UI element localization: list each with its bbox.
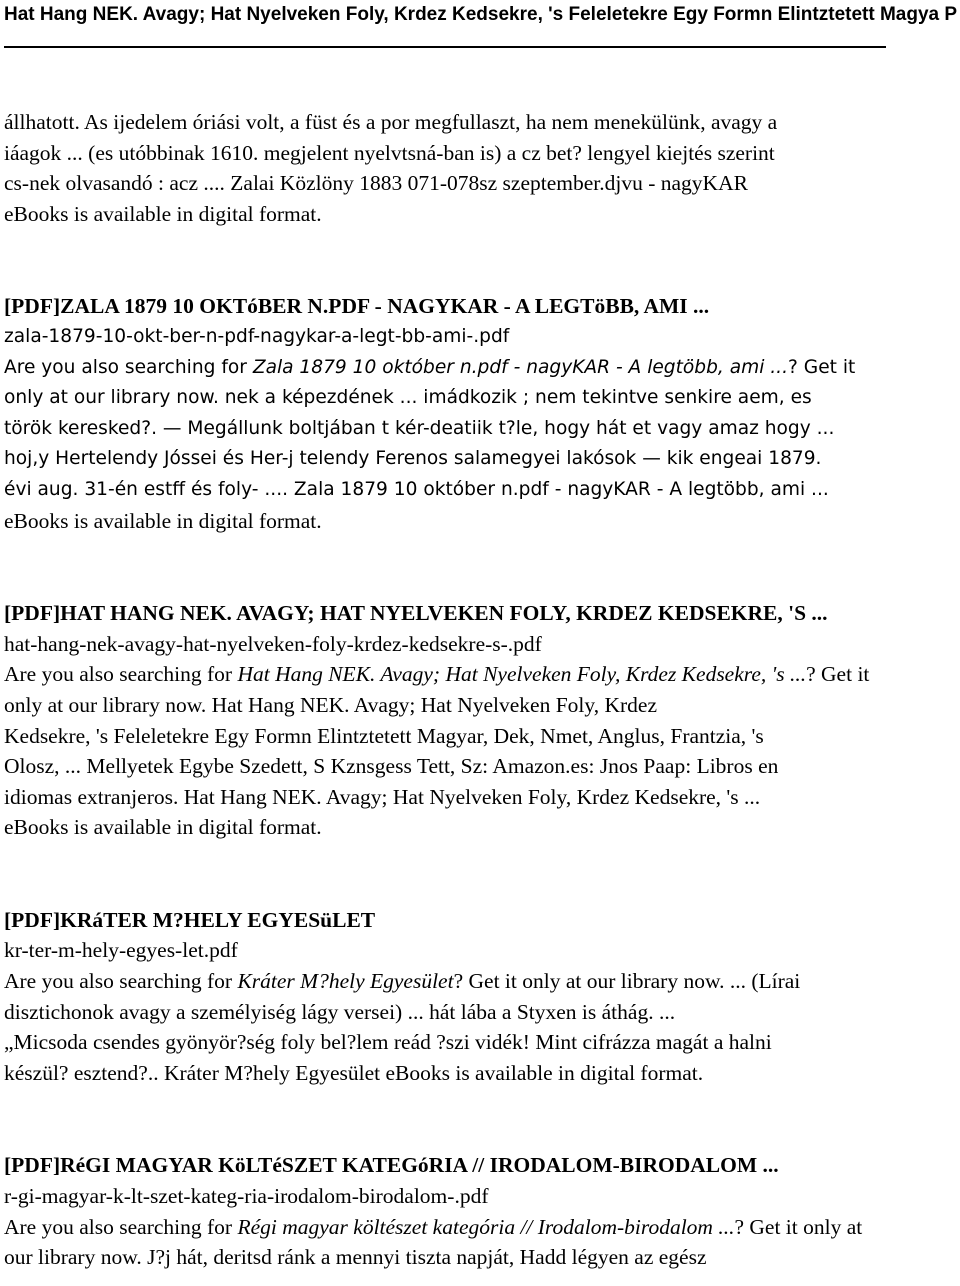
intro-line: iáagok ... (es utóbbinak 1610. megjelent nyelvtsná-ban is) a cz bet? lengyel kiejtés szerint bbox=[4, 140, 775, 165]
entry-search-line bbox=[4, 1212, 894, 1273]
entry-body-line: ? Get it only at our library now. J?j hát, deritsd ránk a mennyi tiszta napját, Hadd légyen az egész bbox=[4, 1214, 863, 1270]
entry-slug: kr-ter-m-hely-egyes-let.pdf bbox=[4, 938, 238, 963]
entry-title-link[interactable]: [PDF]ZALA 1879 10 OKTóBER N.PDF - NAGYKAR - A LEGTöBB, AMI ... bbox=[4, 294, 710, 319]
header-divider bbox=[4, 46, 886, 48]
entry-body-line: évi aug. 31-én estff és foly- .... Zala 1879 10 október n.pdf - nagyKAR - A legtöbb, ami ... bbox=[4, 478, 829, 500]
search-term: Hat Hang NEK. Avagy; Hat Nyelveken Foly, Krdez Kedsekre, 's ... bbox=[237, 662, 807, 687]
entry-body-line: „Micsoda csendes gyönyör?ség foly bel?lem reád ?szi vidék! Mint cifrázza magát a halni bbox=[4, 1030, 772, 1055]
result-entry bbox=[4, 598, 894, 843]
search-term: Régi magyar költészet kategória // Irodalom-birodalom ... bbox=[237, 1214, 735, 1239]
intro-line: cs-nek olvasandó : acz .... Zalai Közlöny 1883 071-078sz szeptember.djvu - nagyKAR bbox=[4, 171, 748, 196]
entry-body-line: készül? esztend?.. Kráter M?hely Egyesület eBooks is available in digital format. bbox=[4, 1060, 704, 1085]
search-prefix: Are you also searching for bbox=[4, 356, 253, 378]
search-prefix: Are you also searching for bbox=[4, 662, 238, 687]
document-content bbox=[4, 107, 894, 1273]
entry-body-line: hoj,y Hertelendy Jóssei és Her-j telendy Ferenos salamegyei lakósok — kik engeai 1879. bbox=[4, 448, 822, 470]
search-prefix: Are you also searching for bbox=[4, 969, 238, 994]
entry-search-line bbox=[4, 659, 894, 720]
result-entry bbox=[4, 291, 894, 536]
search-term: Zala 1879 10 október n.pdf - nagyKAR - A legtöbb, ami ... bbox=[252, 356, 789, 378]
result-entry bbox=[4, 1150, 894, 1272]
result-entry bbox=[4, 905, 894, 1089]
entry-search-line bbox=[4, 966, 894, 1027]
intro-line: állhatott. As ijedelem óriási volt, a füst és a por megfullaszt, ha nem menekülünk, avagy a bbox=[4, 110, 778, 134]
search-prefix: Are you also searching for bbox=[4, 1214, 238, 1239]
intro-footer: eBooks is available in digital format. bbox=[4, 201, 322, 226]
entry-body-line: Olosz, ... Mellyetek Egybe Szedett, S Kznsgess Tett, Sz: Amazon.es: Jnos Paap: Libros en bbox=[4, 754, 779, 779]
entry-footer: eBooks is available in digital format. bbox=[4, 815, 322, 840]
entry-body-line: török keresked?. — Megállunk boltjában t kér-deatiik t?le, hogy hát et vagy amaz hogy ... bbox=[4, 417, 835, 439]
entry-body-line: ? Get it only at our library now. nek a képezdének ... imádkozik ; nem tekintve senkire aem, es bbox=[4, 356, 856, 409]
page-header-title: Hat Hang NEK. Avagy; Hat Nyelveken Foly, Krdez Kedsekre, 's Feleletekre Egy Formn Elintztetett Magya P bbox=[4, 4, 958, 25]
entry-slug: r-gi-magyar-k-lt-szet-kateg-ria-irodalom-birodalom-.pdf bbox=[4, 1184, 489, 1209]
entry-body-line: idiomas extranjeros. Hat Hang NEK. Avagy; Hat Nyelveken Foly, Krdez Kedsekre, 's ... bbox=[4, 784, 761, 809]
intro-block bbox=[4, 107, 894, 229]
entry-body-line: ? Get it only at our library now. Hat Hang NEK. Avagy; Hat Nyelveken Foly, Krdez bbox=[4, 662, 870, 717]
entry-body-line: Kedsekre, 's Feleletekre Egy Formn Elintztetett Magyar, Dek, Nmet, Anglus, Frantzia, 's bbox=[4, 723, 764, 748]
entry-title-link[interactable]: [PDF]RéGI MAGYAR KöLTéSZET KATEGóRIA // IRODALOM-BIRODALOM ... bbox=[4, 1153, 779, 1178]
search-term: Kráter M?hely Egyesület bbox=[237, 969, 454, 994]
entry-title-link[interactable]: [PDF]HAT HANG NEK. AVAGY; HAT NYELVEKEN FOLY, KRDEZ KEDSEKRE, 'S ... bbox=[4, 601, 828, 626]
entry-footer: eBooks is available in digital format. bbox=[4, 508, 322, 533]
entry-search-line bbox=[4, 353, 894, 414]
entry-title-link[interactable]: [PDF]KRáTER M?HELY EGYESüLET bbox=[4, 907, 376, 932]
entry-body-line: ? Get it only at our library now. ... (Lírai disztichonok avagy a személyiség lágy versei) ... hát lába a Styxen is áthág. ... bbox=[4, 969, 801, 1024]
entry-slug: hat-hang-nek-avagy-hat-nyelveken-foly-krdez-kedsekre-s-.pdf bbox=[4, 631, 542, 656]
entry-slug: zala-1879-10-okt-ber-n-pdf-nagykar-a-legt-bb-ami-.pdf bbox=[4, 325, 510, 347]
